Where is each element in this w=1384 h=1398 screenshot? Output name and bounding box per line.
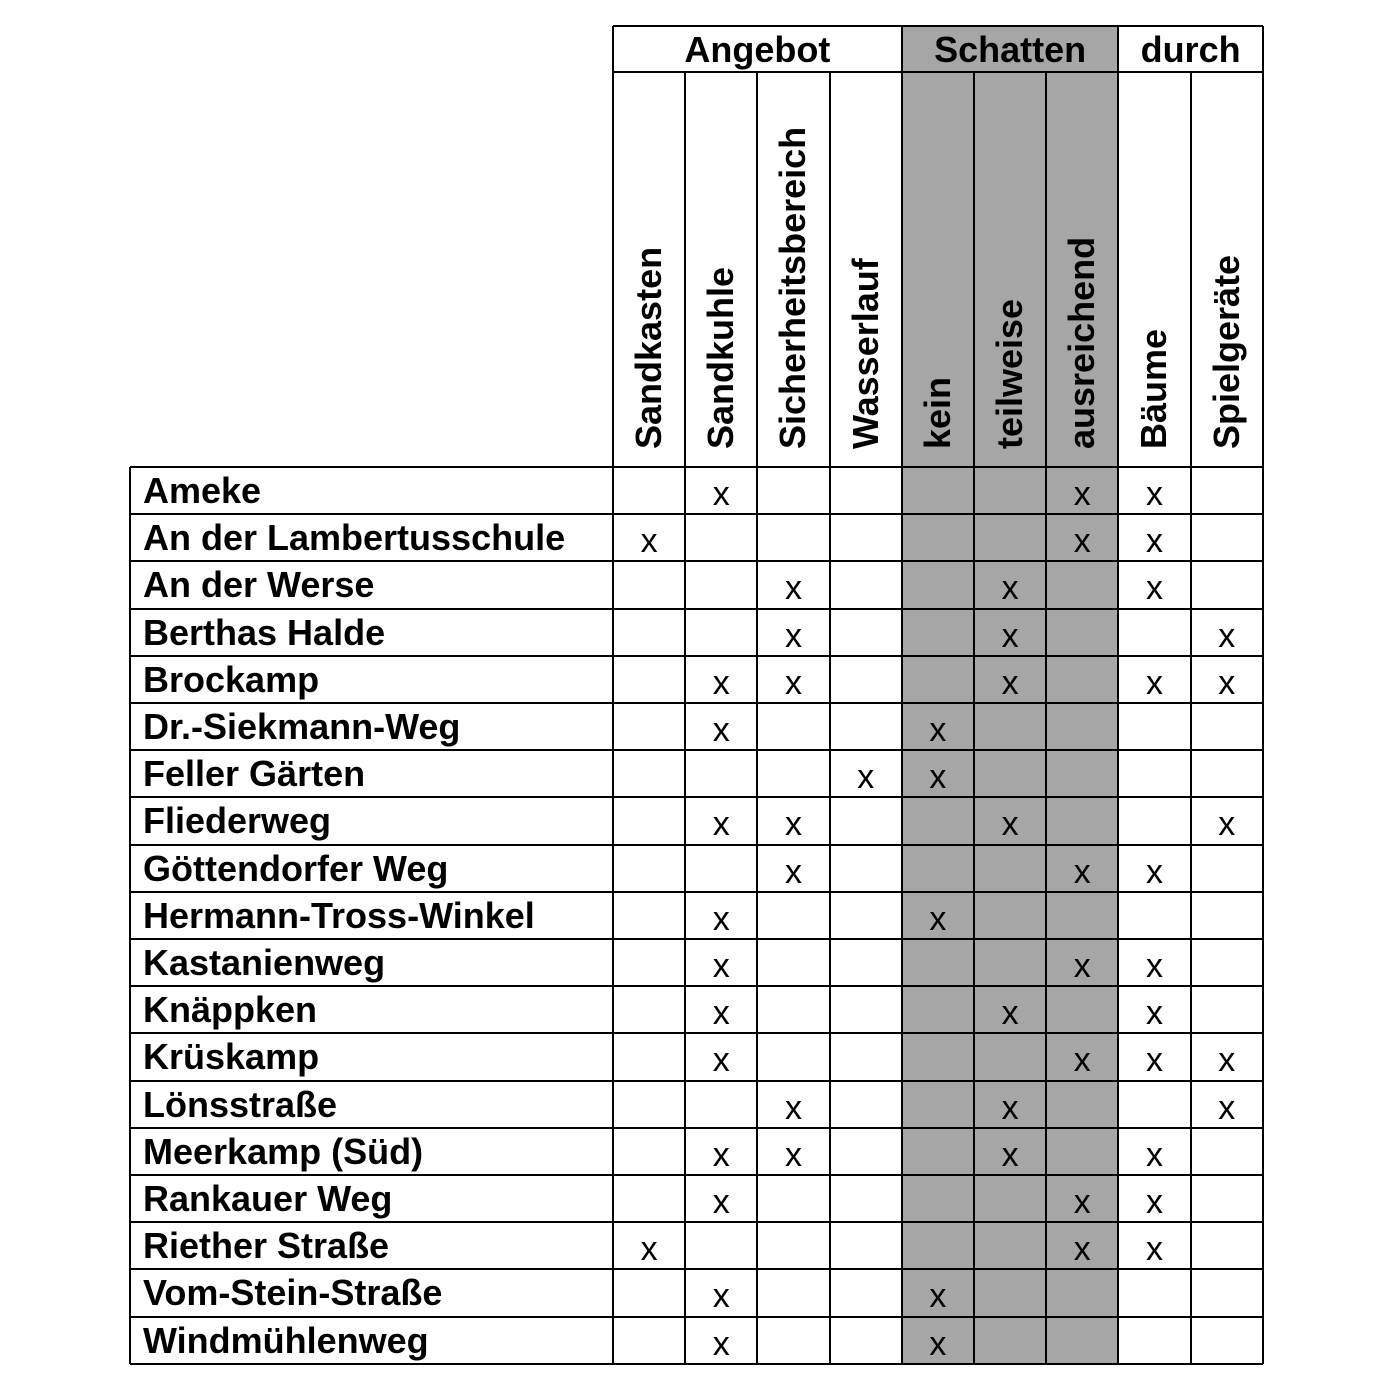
column-header-9: Spielgeräte — [1205, 254, 1247, 449]
check-mark: x — [640, 522, 658, 561]
row-name: Knäppken — [143, 989, 318, 1031]
check-mark: x — [784, 1088, 802, 1127]
check-mark: x — [784, 1135, 802, 1174]
grid-line — [829, 72, 831, 1364]
grid-line — [1117, 26, 1119, 1364]
check-mark: x — [712, 1041, 730, 1080]
check-mark: x — [784, 569, 802, 608]
check-mark: x — [1218, 616, 1236, 655]
grid-line — [756, 72, 758, 1364]
grid-line — [684, 72, 686, 1364]
row-name: An der Werse — [143, 564, 375, 606]
check-mark: x — [1073, 1183, 1091, 1221]
grid-line — [973, 72, 975, 1364]
check-mark: x — [712, 1183, 730, 1221]
row-name: Brockamp — [143, 658, 320, 700]
check-mark: x — [1073, 947, 1091, 985]
row-name: Göttendorfer Weg — [143, 847, 449, 889]
check-mark: x — [1001, 663, 1019, 702]
column-header-6: teilweise — [989, 298, 1030, 449]
check-mark: x — [1145, 663, 1163, 702]
row-name: Hermann-Tross-Winkel — [143, 894, 535, 936]
check-mark: x — [1145, 852, 1163, 891]
check-mark: x — [712, 1324, 730, 1363]
row-name: Windmühlenweg — [143, 1319, 429, 1361]
grid-line — [130, 985, 1263, 987]
check-mark: x — [1145, 994, 1163, 1033]
row-name: Vom-Stein-Straße — [143, 1272, 443, 1314]
row-name: Riether Straße — [143, 1225, 390, 1267]
check-mark: x — [1145, 1135, 1163, 1174]
row-name: Krüskamp — [143, 1036, 320, 1078]
grid-line — [130, 1221, 1263, 1223]
check-mark: x — [1218, 1088, 1236, 1127]
grid-line — [129, 467, 131, 1364]
check-mark: x — [712, 899, 730, 938]
grid-line — [612, 26, 614, 1364]
grid-line — [130, 1363, 1263, 1365]
check-mark: x — [784, 663, 802, 702]
row-name: Fliederweg — [143, 800, 332, 842]
check-mark: x — [929, 1277, 947, 1316]
check-mark: x — [929, 758, 947, 797]
grid-line — [1190, 72, 1192, 1364]
column-header-2: Sandkuhle — [700, 266, 742, 449]
check-mark: x — [712, 994, 730, 1033]
shaded-column-bg — [902, 26, 974, 1364]
column-header-4: Wasserlauf — [844, 258, 886, 449]
grid-line — [130, 749, 1263, 751]
grid-line — [130, 1032, 1263, 1034]
group-header-angebot: Angebot — [684, 29, 831, 70]
check-mark: x — [1001, 1135, 1019, 1174]
row-name: An der Lambertusschule — [143, 517, 566, 559]
check-mark: x — [1145, 522, 1163, 561]
check-mark: x — [1145, 947, 1163, 985]
check-mark: x — [1073, 852, 1091, 891]
check-mark: x — [1073, 1041, 1091, 1080]
check-mark: x — [929, 899, 947, 938]
row-name: Lönsstraße — [143, 1083, 338, 1125]
check-mark: x — [712, 947, 730, 985]
grid-line — [901, 26, 903, 1364]
check-mark: x — [1218, 663, 1236, 702]
grid-line — [1045, 72, 1047, 1364]
row-name: Meerkamp (Süd) — [143, 1130, 424, 1172]
grid-line — [130, 844, 1263, 846]
grid-line — [130, 513, 1263, 515]
check-mark: x — [1218, 805, 1236, 844]
row-name: Kastanienweg — [143, 942, 386, 983]
grid-line — [613, 71, 1263, 73]
check-mark: x — [929, 1324, 947, 1363]
check-mark: x — [712, 805, 730, 844]
grid-line — [130, 655, 1263, 657]
check-mark: x — [1073, 522, 1091, 561]
check-mark: x — [1145, 1230, 1163, 1269]
check-mark: x — [1145, 475, 1163, 513]
column-header-1: Sandkasten — [628, 246, 669, 449]
grid-line — [130, 560, 1263, 562]
check-mark: x — [1145, 1183, 1163, 1221]
check-mark: x — [640, 1230, 658, 1269]
check-mark: x — [712, 1135, 730, 1174]
check-mark: x — [1001, 569, 1019, 608]
row-name: Rankauer Weg — [143, 1178, 393, 1219]
check-mark: x — [1001, 805, 1019, 844]
grid-line — [130, 702, 1263, 704]
check-mark: x — [1073, 475, 1091, 513]
check-mark: x — [857, 758, 875, 797]
check-mark: x — [784, 852, 802, 891]
row-name: Dr.-Siekmann-Weg — [143, 706, 461, 747]
row-name: Feller Gärten — [143, 753, 366, 795]
column-header-5: kein — [916, 376, 958, 449]
grid-line — [130, 1316, 1263, 1318]
grid-line — [1262, 26, 1264, 1364]
shaded-column-bg — [1046, 26, 1118, 1364]
check-mark: x — [712, 475, 730, 513]
row-name: Berthas Halde — [143, 611, 386, 653]
check-mark: x — [1001, 994, 1019, 1033]
check-mark: x — [784, 805, 802, 844]
column-header-8: Bäume — [1133, 328, 1175, 449]
check-mark: x — [712, 711, 730, 749]
group-header-durch: durch — [1140, 29, 1241, 70]
grid-line — [130, 1174, 1263, 1176]
column-header-7: ausreichend — [1061, 236, 1103, 449]
column-header-3: Sicherheitsbereich — [772, 126, 814, 449]
row-name: Ameke — [143, 470, 262, 511]
check-mark: x — [1073, 1230, 1091, 1269]
check-mark: x — [712, 663, 730, 702]
check-mark: x — [1218, 1041, 1236, 1080]
check-mark: x — [1145, 569, 1163, 608]
grid-line — [130, 891, 1263, 893]
check-mark: x — [712, 1277, 730, 1316]
grid-line — [613, 25, 1263, 27]
grid-line — [130, 796, 1263, 798]
group-header-schatten: Schatten — [934, 29, 1087, 70]
grid-line — [130, 608, 1263, 610]
grid-line — [130, 1127, 1263, 1129]
grid-line — [130, 1268, 1263, 1270]
check-mark: x — [1001, 1088, 1019, 1127]
grid-line — [130, 1080, 1263, 1082]
check-mark: x — [929, 711, 947, 749]
check-mark: x — [1001, 616, 1019, 655]
grid-line — [130, 938, 1263, 940]
check-mark: x — [784, 616, 802, 655]
grid-line — [130, 466, 1263, 468]
check-mark: x — [1145, 1041, 1163, 1080]
